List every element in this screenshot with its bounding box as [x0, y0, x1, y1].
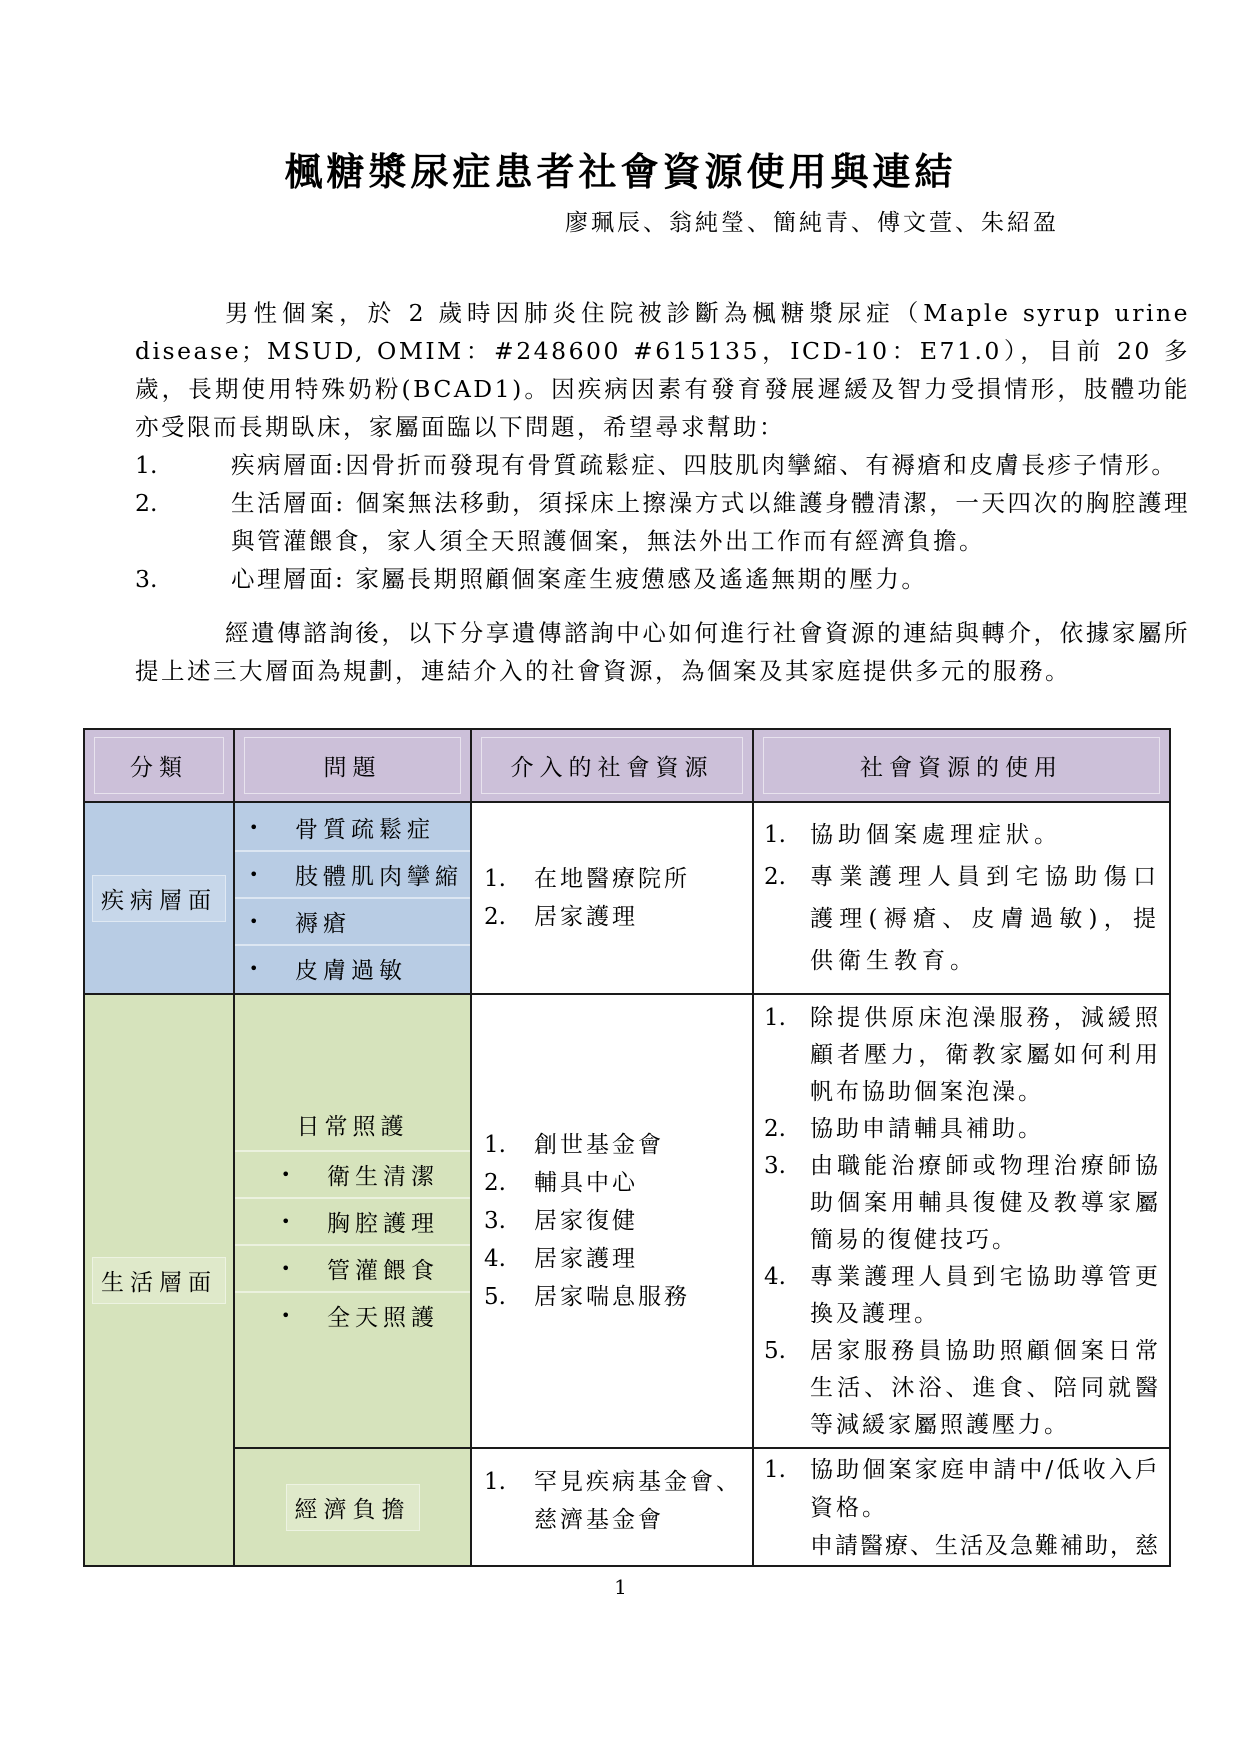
problems-cell-economic [234, 1448, 471, 1566]
page-number: 1 [614, 1575, 627, 1599]
problem-list-item [135, 484, 1190, 560]
intro-section [135, 294, 1190, 728]
resources-cell-disease [471, 802, 753, 994]
bullet-item: • 胸腔護理 [235, 1197, 470, 1244]
bullet-icon: • [281, 1258, 291, 1278]
problem-list [135, 446, 1190, 598]
numbered-item: 2. 專業護理人員到宅協助傷口護理(褥瘡、皮膚過敏)，提供衛生教育。 [764, 864, 1161, 974]
bullet-icon: • [281, 1211, 291, 1231]
category-label: 生活層面 [92, 1257, 226, 1304]
resource-table [83, 728, 1171, 1567]
bullet-item: • 肢體肌肉攣縮 [235, 850, 470, 897]
bullet-item: • 管灌餵食 [235, 1244, 470, 1291]
bullet-item: • 褥瘡 [235, 897, 470, 944]
problem-label: 經濟負擔 [286, 1484, 420, 1531]
header-resources: 介入的社會資源 [471, 729, 753, 802]
resources-cell-economic [471, 1448, 753, 1566]
problem-list-item [135, 560, 1190, 598]
numbered-item: 3. 由職能治療師或物理治療師協助個案用輔具復健及教導家屬簡易的復健技巧。 [764, 1153, 1161, 1253]
numbered-item: 1. 協助個案家庭申請中/低收入戶資格。 [764, 1457, 1161, 1521]
bullet-item: • 骨質疏鬆症 [249, 817, 435, 843]
numbered-item: 2. 居家護理 [484, 904, 638, 930]
numbered-item: 2. 協助申請輔具補助。 [764, 1116, 1044, 1142]
list-number: 2. [135, 489, 158, 517]
bullet-icon: • [249, 865, 259, 884]
header-category: 分類 [84, 729, 234, 802]
intro-paragraph-2: 經遺傳諮詢後，以下分享遺傳諮詢中心如何進行社會資源的連結與轉介，依據家屬所提上述三大層面為規劃，連結介入的社會資源，為個案及其家庭提供多元的服務。 [135, 619, 1190, 685]
numbered-item: 1. 在地醫療院所 [484, 866, 690, 892]
list-text: 心理層面: 家屬長期照顧個案產生疲憊感及遙遙無期的壓力。 [231, 565, 928, 593]
table-header-row [84, 729, 1170, 802]
bullet-icon: • [281, 1305, 291, 1325]
usage-cell-daily [753, 994, 1170, 1448]
usage-cell-economic [753, 1448, 1170, 1566]
usage-continued-text: 申請醫療、生活及急難補助，慈 [810, 1533, 1160, 1559]
numbered-item: 5. 居家服務員協助照顧個案日常生活、沐浴、進食、陪同就醫等減緩家屬照護壓力。 [764, 1338, 1161, 1438]
resources-cell-daily [471, 994, 753, 1448]
header-usage: 社會資源的使用 [753, 729, 1170, 802]
numbered-item: 2. 輔具中心 [484, 1170, 638, 1196]
bullet-icon: • [249, 818, 259, 837]
numbered-item: 5. 居家喘息服務 [484, 1284, 690, 1310]
authors-line: 廖珮辰、翁純瑩、簡純青、傅文萱、朱紹盈 [565, 210, 1059, 236]
table-row-disease [84, 802, 1170, 994]
bullet-icon: • [249, 959, 259, 978]
numbered-item: 1. 創世基金會 [484, 1132, 664, 1158]
category-cell-life [84, 994, 234, 1566]
table-row-life-daily [84, 994, 1170, 1448]
category-cell-disease [84, 802, 234, 994]
table-row-life-economic [84, 1448, 1170, 1566]
list-number: 1. [135, 451, 158, 479]
list-number: 3. [135, 565, 158, 593]
list-text: 疾病層面:因骨折而發現有骨質疏鬆症、四肢肌肉攣縮、有褥瘡和皮膚長疹子情形。 [231, 451, 1178, 479]
numbered-item: 1. 除提供原床泡澡服務，減緩照顧者壓力，衛教家屬如何利用帆布協助個案泡澡。 [764, 1005, 1161, 1105]
header-problem: 問題 [234, 729, 471, 802]
page-title: 楓糖漿尿症患者社會資源使用與連結 [284, 149, 957, 194]
bullet-item: • 全天照護 [235, 1291, 470, 1338]
numbered-item: 1. 協助個案處理症狀。 [764, 822, 1062, 848]
numbered-item: 1. 罕見疾病基金會、慈濟基金會 [484, 1469, 742, 1533]
problems-cell-disease [234, 802, 471, 994]
problems-cell-daily [234, 994, 471, 1448]
list-text: 生活層面: 個案無法移動，須採床上擦澡方式以維護身體清潔，一天四次的胸腔護理與管灌餵食，家人須全天照護個案，無法外出工作而有經濟負擔。 [231, 489, 1190, 555]
intro-paragraph-1: 男性個案，於 2 歲時因肺炎住院被診斷為楓糖漿尿症（Maple syrup urine disease；MSUD, OMIM：#248600 #615135，ICD-10：E71.0），目前 20 多歲，長期使用特殊奶粉(BCAD1)。因疾病因素有發育發展遲緩及智力受損情形，肢體功能亦受限而長期臥床，家屬面臨以下問題，希望尋求幫助： [135, 299, 1190, 441]
problems-subtitle: 日常照護 [296, 1113, 409, 1140]
bullet-icon: • [249, 912, 259, 931]
category-label: 疾病層面 [92, 875, 226, 922]
usage-cell-disease [753, 802, 1170, 994]
problem-list-item [135, 446, 1190, 484]
bullet-item: • 皮膚過敏 [235, 944, 470, 991]
bullet-icon: • [281, 1164, 291, 1184]
bullet-item: • 衛生清潔 [235, 1150, 470, 1197]
numbered-item: 4. 居家護理 [484, 1246, 638, 1272]
numbered-item: 3. 居家復健 [484, 1208, 638, 1234]
numbered-item: 4. 專業護理人員到宅協助導管更換及護理。 [764, 1264, 1161, 1327]
